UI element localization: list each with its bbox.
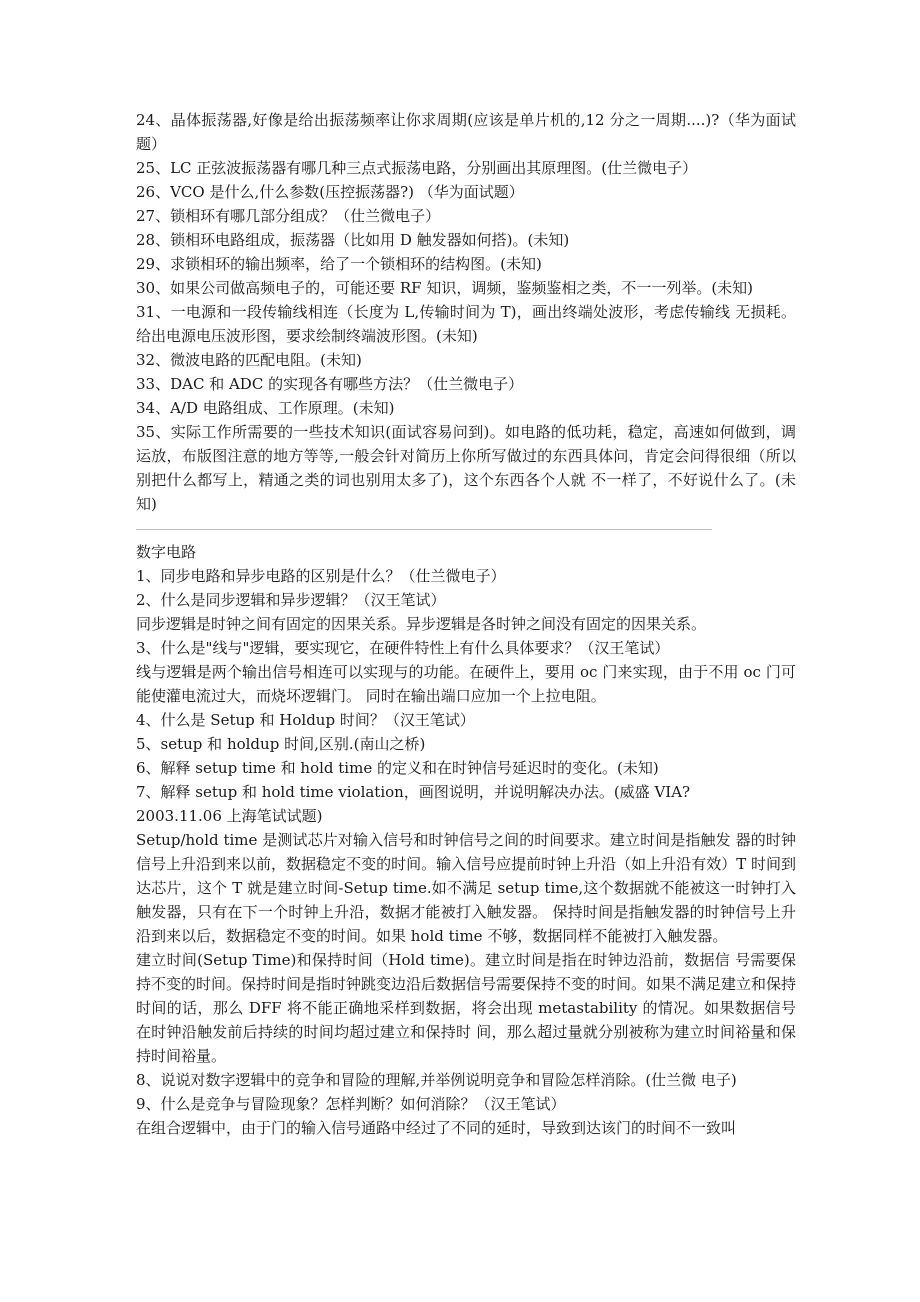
- answer-7-part2: 建立时间(Setup Time)和保持时间（Hold time)。建立时间是指在时钟边沿前，数据信 号需要保持不变的时间。保持时间是指时钟跳变边沿后数据信号需要保持不变的时间。如果不满足建立和保持时间的话，那么 DFF 将不能正确地采样到数据，将会出现 metastability 的情况。如果数据信号在时钟沿触发前后持续的时间均超过建立和保持时 间，那么超过量就分别被称为建立时间裕量和保持时间裕量。: [136, 951, 797, 1065]
- question-30: 30、如果公司做高频电子的，可能还要 RF 知识，调频，鉴频鉴相之类，不一一列举。(未知): [136, 279, 754, 297]
- answer-3: 线与逻辑是两个输出信号相连可以实现与的功能。在硬件上，要用 oc 门来实现，由于不用 oc 门可能使灌电流过大，而烧坏逻辑门。 同时在输出端口应加一个上拉电阻。: [136, 663, 796, 705]
- digital-circuits-section: [136, 540, 796, 1140]
- question-7-source: 2003.11.06 上海笔试试题): [136, 807, 323, 825]
- question-33: 33、DAC 和 ADC 的实现各有哪些方法？（仕兰微电子）: [136, 375, 524, 393]
- question-4: 4、什么是 Setup 和 Holdup 时间？（汉王笔试）: [136, 711, 475, 729]
- question-24: 24、晶体振荡器,好像是给出振荡频率让你求周期(应该是单片机的,12 分之一周期....)?（华为面试题）: [136, 111, 796, 153]
- question-1: 1、同步电路和异步电路的区别是什么？（仕兰微电子）: [136, 567, 506, 585]
- section-divider: [136, 529, 712, 530]
- document-page: [136, 108, 796, 1140]
- question-34: 34、A/D 电路组成、工作原理。(未知): [136, 399, 395, 417]
- analog-questions-section: [136, 108, 796, 516]
- question-9: 9、什么是竞争与冒险现象？怎样判断？如何消除？（汉王笔试）: [136, 1095, 566, 1113]
- question-6: 6、解释 setup time 和 hold time 的定义和在时钟信号延迟时的变化。(未知): [136, 759, 659, 777]
- question-35: 35、实际工作所需要的一些技术知识(面试容易问到)。如电路的低功耗，稳定，高速如何做到，调运放，布版图注意的地方等等,一般会针对简历上你所写做过的东西具体问，肯定会问得很细（所以别把什么都写上，精通之类的词也别用太多了)，这个东西各个人就 不一样了，不好说什么了。(未知): [136, 423, 796, 513]
- question-27: 27、锁相环有哪几部分组成？（仕兰微电子）: [136, 207, 441, 225]
- question-3: 3、什么是"线与"逻辑，要实现它，在硬件特性上有什么具体要求？（汉王笔试）: [136, 639, 670, 657]
- section-title: 数字电路: [136, 543, 197, 561]
- answer-7-part1: Setup/hold time 是测试芯片对输入信号和时钟信号之间的时间要求。建立时间是指触发 器的时钟信号上升沿到来以前，数据稳定不变的时间。输入信号应提前时钟上升沿（如上升沿有效）T 时间到达芯片，这个 T 就是建立时间-Setup time.如不满足 setup time,这个数据就不能被这一时钟打入触发器，只有在下一个时钟上升沿，数据才能被打入触发器。 保持时间是指触发器的时钟信号上升沿到来以后，数据稳定不变的时间。如果 hold time 不够，数据同样不能被打入触发器。: [136, 831, 796, 945]
- question-32: 32、微波电路的匹配电阻。(未知): [136, 351, 362, 369]
- question-2: 2、什么是同步逻辑和异步逻辑？（汉王笔试）: [136, 591, 446, 609]
- question-26: 26、VCO 是什么,什么参数(压控振荡器?) （华为面试题）: [136, 183, 524, 201]
- question-31: 31、一电源和一段传输线相连（长度为 L,传输时间为 T)，画出终端处波形，考虑传输线 无损耗。给出电源电压波形图，要求绘制终端波形图。(未知): [136, 303, 796, 345]
- answer-9: 在组合逻辑中，由于门的输入信号通路中经过了不同的延时，导致到达该门的时间不一致叫: [136, 1119, 737, 1137]
- question-7: 7、解释 setup 和 hold time violation，画图说明，并说明解决办法。(威盛 VIA?: [136, 783, 691, 801]
- question-5: 5、setup 和 holdup 时间,区别.(南山之桥): [136, 735, 426, 753]
- answer-2: 同步逻辑是时钟之间有固定的因果关系。异步逻辑是各时钟之间没有固定的因果关系。: [136, 615, 707, 633]
- question-28: 28、锁相环电路组成，振荡器（比如用 D 触发器如何搭)。(未知): [136, 231, 570, 249]
- question-8: 8、说说对数字逻辑中的竞争和冒险的理解,并举例说明竞争和冒险怎样消除。(仕兰微 电子): [136, 1071, 737, 1089]
- question-25: 25、LC 正弦波振荡器有哪几种三点式振荡电路，分别画出其原理图。(仕兰微电子）: [136, 159, 698, 177]
- question-29: 29、求锁相环的输出频率，给了一个锁相环的结构图。(未知): [136, 255, 542, 273]
